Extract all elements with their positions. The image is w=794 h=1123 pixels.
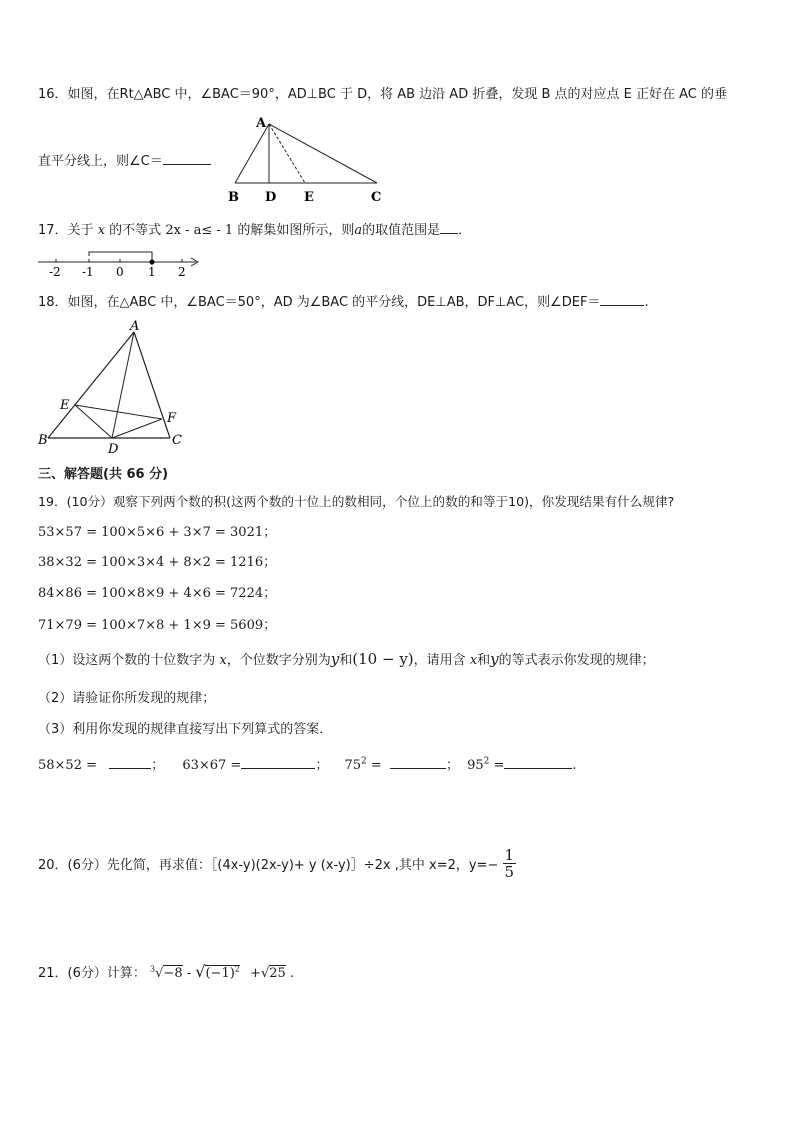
q19-part3: （3）利用你发现的规律直接写出下列算式的答案． [38,722,333,737]
q21-radicand3: 25 [269,966,286,981]
q17-tick-minus1: -1 [82,265,94,278]
q18-label-a: A [130,319,140,334]
q18-triangle-figure [36,318,196,458]
q17-post2: 的取值范围是 [362,223,441,238]
q21-end: . [289,966,295,981]
q19-part1-f: 的等式表示你发现的规律； [498,653,655,668]
q19-part1-a: （1）设这两个数的十位数字为 [38,653,216,668]
q21-radical1-sign: √ [155,966,164,981]
q16-line1: 16．如图，在Rt△ABC 中，∠BAC＝90°，AD⊥BC 于 D，将 AB 边沿 AD 折叠，发现 B 点的对应点 E 正好在 AC 的垂 [38,87,728,102]
q17-tick-minus2: -2 [49,265,61,278]
q19-calc4-eq: = [489,758,505,773]
q17-number-line [36,246,206,278]
q18-text [38,291,649,310]
q19-part1-y: y [330,650,340,668]
q20-text: 20．(6分）先化简，再求值：［(4x-y)(2x-y)+ y (x-y)］÷2x ,其中 x=2，y=− [38,858,499,873]
q21-expression [150,962,295,981]
q16-line2-text: 直平分线上，则∠C＝ [38,154,163,169]
q19-part1-y2: y [490,650,499,668]
q17-mid: 的不等式 [109,223,162,238]
q19-part1-expr: (10 − y) [352,650,414,668]
q18-label-d: D [108,442,119,457]
q17-inequality: 2x - a≤ - 1 [165,223,234,238]
q17-tick-0: 0 [116,265,124,278]
q21-minus: - [186,966,192,981]
q18-label-c: C [172,433,182,448]
q21-radical2-sign: √ [195,962,206,981]
q16-label-a: A [256,116,267,131]
q19-sep2: ； [315,758,329,773]
q18-end: . [644,295,649,310]
q21-radical3-sign: √ [260,966,270,981]
q19-calc4-blank [504,756,572,769]
q19-calc3-blank [390,756,446,769]
q21-radicand2-wrap [205,965,239,981]
q18-text-main: 18．如图，在△ABC 中，∠BAC＝50°，AD 为∠BAC 的平分线，DE⊥AB，DF⊥AC，则∠DEF＝ [38,295,601,310]
q19-intro: 19．(10分）观察下列两个数的积(这两个数的十位上的数相同，个位上的数的和等于10)，你发现结果有什么规律? [38,494,675,509]
q19-example-1: 53×57 = 100×5×6 + 3×7 = 3021； [38,525,277,540]
q21-pre: 21．(6分）计算： [38,966,146,981]
q17-text [38,219,471,238]
q20-fraction [503,847,517,880]
q21-radicand2: (−1) [205,966,235,981]
q19-sep1: ； [151,758,165,773]
q16-label-e: E [304,190,314,205]
q17-tick-1: 1 [148,265,156,278]
q18-answer-blank [600,293,644,306]
q21 [38,962,294,981]
q21-root-index: 3 [150,964,156,974]
q21-exp2: 2 [234,964,240,974]
q19-example-2: 38×32 = 100×3×4 + 8×2 = 1216； [38,555,277,570]
q17-var-a: a [354,223,363,238]
q19-part1-d: ，请用含 [413,653,466,668]
q19-example-4: 71×79 = 100×7×8 + 1×9 = 5609； [38,618,277,633]
q17-tick-2: 2 [178,265,186,278]
q16-triangle-figure [222,112,392,207]
q19-end: . [572,758,577,773]
q19-part1-b: ，个位数字分别为 [226,653,331,668]
q19-part1-e: 和 [477,653,491,668]
q17-post1: 的解集如图所示，则 [237,223,355,238]
q21-radicand1: −8 [163,966,183,981]
q19-calc1: 58×52 = [38,758,98,773]
q19-part1-x2: x [469,653,478,668]
q16-label-d: D [265,190,277,205]
q19-calc4-exp: 2 [483,756,490,767]
q17-var-x: x [97,223,106,238]
q16-answer-blank [163,152,211,165]
q20-frac-num: 1 [504,846,515,864]
q18-label-f: F [167,411,177,426]
q16-label-c: C [371,190,382,205]
q19-part1-c: 和 [339,653,353,668]
q20 [38,847,516,880]
q19-calc4-base: 95 [467,758,484,773]
q21-plus: + [250,966,261,981]
q19-calc1-blank [109,756,151,769]
q18-label-b: B [38,433,48,448]
section-title: 三、解答题(共 66 分) [38,467,169,482]
q19-part1 [38,649,655,668]
q19-calc2-blank [241,756,315,769]
q19-calc3-base: 75 [344,758,362,773]
q16-line2 [38,150,211,169]
q17-end: ． [458,223,472,238]
q18-label-e: E [60,398,70,413]
q19-calc3-exp: 2 [361,756,367,767]
q19-example-3: 84×86 = 100×8×9 + 4×6 = 7224； [38,586,277,601]
q17-pre: 17．关于 [38,223,94,238]
q16-label-b: B [228,190,239,205]
q17-answer-blank [440,221,458,234]
q20-frac-den: 5 [504,863,515,881]
q19-part2: （2）请验证你所发现的规律； [38,691,216,706]
q19-calc3-eq: = [366,758,382,773]
q19-part1-x: x [219,653,227,668]
q19-sep3: ； [445,758,459,773]
q19-calc-row [38,754,577,773]
q19-calc2: 63×67 = [182,758,242,773]
